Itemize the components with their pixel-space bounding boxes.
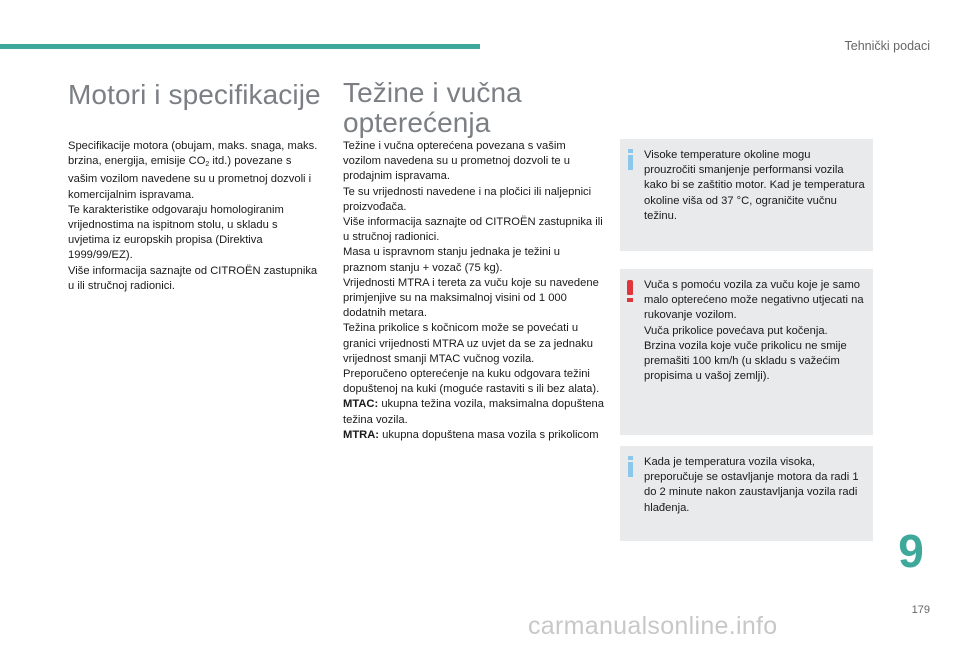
chapter-number: 9 — [898, 525, 924, 577]
engines-paragraph-3: Više informacija saznajte od CITROËN zastupnika u ili stručnoj radionici. — [68, 264, 318, 292]
engines-heading: Motori i specifikacije — [68, 79, 321, 110]
warning-paragraph-3: Brzina vozila koje vuče prikolicu ne smije premašiti 100 km/h (u skladu s važećim propisima u vašoj zemlji). — [644, 339, 847, 383]
callout-text — [644, 278, 865, 384]
weights-paragraph-7: Preporučeno opterećenje na kuku odgovara težini dopuštenoj na kuki (moguće rastaviti s ili bez alata). — [343, 368, 600, 396]
weights-heading: Težine i vučna opterećenja — [343, 77, 522, 138]
weights-paragraph-1: Težine i vučna opterećena povezana s vašim vozilom navedena su u prometnoj dozvoli te u prodajnim ispravama. — [343, 140, 570, 183]
engines-paragraph-1: Specifikacije motora (obujam, maks. snaga, maks. brzina, energija, emisije $CO_2$ itd.) povezane s vašim vozilom navedene su u prometnoj dozvoli i komercijalnim ispravama. — [68, 140, 318, 201]
engines-paragraph-2: Te karakteristike odgovaraju homologiranim vrijednostima na ispitnom stolu, u skladu s uvjetima iz europskih propisa (Direktiva 1999/99/EZ). — [68, 203, 284, 262]
info-callout-temperature — [620, 139, 873, 251]
mtac-definition: MTAC: ukupna težina vozila, maksimalna dopuštena težina vozila. — [343, 398, 604, 426]
engines-text — [68, 139, 318, 294]
callout-text: Kada je temperatura vozila visoka, preporučuje se ostavljanje motora da radi 1 do 2 minute nakon zaustavljanja vozila radi hlađenja. — [644, 456, 859, 514]
weights-text — [343, 139, 605, 443]
info-callout-cooling — [620, 446, 873, 541]
weights-paragraph-2: Te su vrijednosti navedene i na pločici ili naljepnici proizvođača. — [343, 185, 592, 213]
callout-text: Visoke temperature okoline mogu prouzročiti smanjenje performansi vozila kako bi se zaštitio motor. Kad je temperatura okoline viša od 37 °C, ograničite vučnu težinu. — [644, 149, 865, 222]
warning-callout-towing — [620, 269, 873, 435]
weights-paragraph-5: Vrijednosti MTRA i tereta za vuču koje su navedene primjenjive su na maksimalnoj visini od 1 000 dodatnih metara. — [343, 276, 599, 320]
weights-paragraph-6: Težina prikolice s kočnicom može se povećati u granici vrijednosti MTRA uz uvjet da se za jednaku vrijednost smanji MTAC vučnog vozila. — [343, 322, 593, 365]
mtra-definition: MTRA: ukupna dopuštena masa vozila s prikolicom — [343, 428, 599, 441]
weights-paragraph-4: Masa u ispravnom stanju jednaka je težini u praznom stanju + vozač (75 kg). — [343, 246, 561, 274]
watermark: carmanualsonline.info — [528, 612, 778, 640]
header-accent-bar — [0, 44, 480, 49]
page-number: 179 — [911, 604, 930, 616]
section-title: Tehnički podaci — [844, 39, 930, 53]
warning-paragraph-1: Vuča s pomoću vozila za vuču koje je samo malo opterećeno može negativno utjecati na rukovanje vozilom. — [644, 279, 864, 322]
weights-paragraph-3: Više informacija saznajte od CITROËN zastupnika ili u stručnoj radionici. — [343, 216, 603, 244]
warning-paragraph-2: Vuča prikolice povećava put kočenja. — [644, 324, 828, 337]
